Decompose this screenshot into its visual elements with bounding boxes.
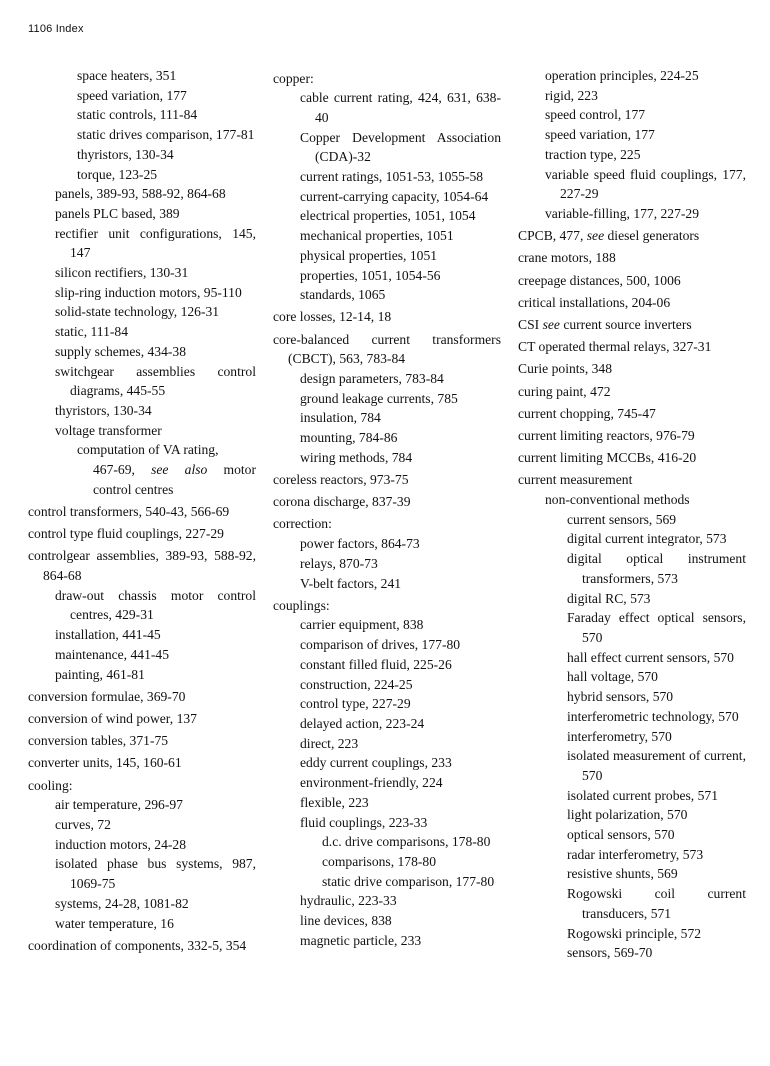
index-subentry: static drives comparison, 177-81 (77, 127, 255, 143)
index-entry: copper: (273, 70, 314, 86)
index-subentry: solid-state technology, 126-31 (55, 304, 220, 320)
index-subentry: delayed action, 223-24 (300, 716, 425, 731)
index-subentry: Faraday effect optical sensors, 570 (567, 610, 746, 645)
page-header (28, 23, 84, 35)
index-subentry: static drive comparison, 177-80 (322, 873, 495, 889)
index-entry: core losses, 12-14, 18 (273, 309, 392, 325)
index-column-3 (518, 66, 746, 963)
index-subentry: radar interferometry, 573 (567, 846, 704, 862)
index-subentry: thyristors, 130-34 (77, 146, 174, 162)
index-entry: cooling: (28, 777, 73, 793)
index-entry: conversion formulae, 369-70 (28, 688, 186, 704)
index-subentry: hall voltage, 570 (567, 669, 658, 685)
index-subentry: operation principles, 224-25 (545, 68, 699, 83)
index-subentry: non-conventional methods (545, 492, 690, 508)
index-subentry: properties, 1051, 1054-56 (300, 267, 441, 283)
index-entry: core-balanced current transformers (CBCT), 563, 783-84 (273, 331, 501, 367)
index-subentry: static controls, 111-84 (77, 107, 198, 123)
index-subentry: standards, 1065 (300, 287, 386, 303)
index-entry: conversion tables, 371-75 (28, 733, 169, 749)
index-entry: corona discharge, 837-39 (273, 494, 411, 510)
index-subentry: mechanical properties, 1051 (300, 228, 454, 244)
index-subentry: mounting, 784-86 (300, 430, 398, 446)
index-entry: creepage distances, 500, 1006 (518, 272, 681, 288)
index-subentry: design parameters, 783-84 (300, 371, 444, 387)
index-entry: current limiting reactors, 976-79 (518, 427, 695, 443)
index-subentry: digital RC, 573 (567, 590, 651, 606)
index-subentry: electrical properties, 1051, 1054 (300, 208, 476, 224)
index-subentry: light polarization, 570 (567, 807, 688, 823)
index-subentry: interferometric technology, 570 (567, 708, 739, 724)
index-subentry: Copper Development Association (CDA)-32 (300, 129, 501, 165)
index-subentry: optical sensors, 570 (567, 827, 675, 843)
index-entry: curing paint, 472 (518, 383, 611, 399)
entry-text: CPCB, 477, (518, 228, 587, 244)
index-subentry: draw-out chassis motor control centres, 429-31 (55, 587, 256, 623)
index-entry: control type fluid couplings, 227-29 (28, 526, 224, 542)
index-subentry: slip-ring induction motors, 95-110 (55, 284, 242, 300)
index-subentry: computation of VA rating, (77, 442, 219, 458)
index-subentry: environment-friendly, 224 (300, 775, 443, 791)
index-entry: correction: (273, 516, 332, 532)
index-subentry: construction, 224-25 (300, 676, 413, 692)
index-subentry: installation, 441-45 (55, 627, 161, 643)
index-subentry: cable current rating, 424, 631, 638-40 (300, 90, 501, 125)
index-subentry: magnetic particle, 233 (300, 932, 422, 948)
index-entry: Curie points, 348 (518, 361, 613, 377)
index-entry (518, 315, 746, 335)
index-subentry: supply schemes, 434-38 (55, 343, 187, 359)
index-subentry (28, 460, 256, 499)
index-entry: current limiting MCCBs, 416-20 (518, 450, 697, 466)
index-subentry: painting, 461-81 (55, 666, 145, 682)
index-subentry: Rogowski coil current transducers, 571 (567, 886, 746, 921)
entry-text: current source inverters (559, 316, 692, 332)
index-subentry: line devices, 838 (300, 913, 392, 929)
index-column-1 (28, 66, 256, 955)
index-subentry: induction motors, 24-28 (55, 836, 187, 852)
index-subentry: digital current integrator, 573 (567, 531, 727, 547)
index-subentry: resistive shunts, 569 (567, 866, 678, 882)
index-entry: current chopping, 745-47 (518, 405, 656, 421)
index-entry: critical installations, 204-06 (518, 294, 671, 310)
index-column-2 (273, 66, 501, 950)
index-subentry: systems, 24-28, 1081-82 (55, 895, 189, 911)
index-subentry: current ratings, 1051-53, 1055-58 (300, 169, 484, 185)
index-subentry: insulation, 784 (300, 410, 381, 426)
index-subentry: space heaters, 351 (77, 68, 177, 83)
index-entry: converter units, 145, 160-61 (28, 755, 182, 771)
entry-text: 467-69, (93, 462, 152, 478)
index-subentry: ground leakage currents, 785 (300, 390, 458, 406)
index-subentry: air temperature, 296-97 (55, 797, 183, 813)
index-entry: crane motors, 188 (518, 250, 616, 266)
index-subentry: isolated current probes, 571 (567, 787, 718, 803)
index-subentry: hall effect current sensors, 570 (567, 649, 734, 665)
index-subentry: panels PLC based, 389 (55, 205, 180, 221)
index-subentry: rectifier unit configurations, 145, 147 (55, 225, 256, 261)
index-entry: controlgear assemblies, 389-93, 588-92, 864-68 (28, 548, 256, 584)
index-subentry: comparison of drives, 177-80 (300, 637, 461, 653)
index-subentry: sensors, 569-70 (567, 945, 653, 961)
index-subentry: current sensors, 569 (567, 511, 677, 527)
index-subentry: hybrid sensors, 570 (567, 689, 674, 705)
index-entry (518, 226, 746, 246)
index-subentry: silicon rectifiers, 130-31 (55, 265, 189, 281)
index-subentry: flexible, 223 (300, 794, 369, 810)
index-subentry: variable-filling, 177, 227-29 (545, 205, 700, 221)
index-subentry: rigid, 223 (545, 87, 598, 103)
index-subentry: torque, 123-25 (77, 166, 158, 182)
index-subentry: variable speed fluid couplings, 177, 227-29 (545, 166, 746, 202)
section-title: Index (55, 23, 84, 35)
index-entry: CT operated thermal relays, 327-31 (518, 339, 712, 355)
index-subentry: relays, 870-73 (300, 555, 378, 571)
index-subentry: voltage transformer (55, 422, 162, 438)
index-subentry: physical properties, 1051 (300, 247, 438, 263)
index-subentry: fluid couplings, 223-33 (300, 814, 428, 830)
index-subentry: carrier equipment, 838 (300, 617, 424, 633)
see-reference: see also (151, 462, 208, 478)
index-entry: conversion of wind power, 137 (28, 711, 197, 726)
index-subentry: maintenance, 441-45 (55, 646, 169, 662)
index-subentry: interferometry, 570 (567, 728, 672, 744)
index-subentry: Rogowski principle, 572 (567, 925, 702, 941)
index-subentry: d.c. drive comparisons, 178-80 (322, 834, 491, 850)
index-subentry: switchgear assemblies control diagrams, 445-55 (55, 363, 256, 399)
index-entry: control transformers, 540-43, 566-69 (28, 503, 230, 519)
index-subentry: power factors, 864-73 (300, 536, 420, 552)
index-subentry: eddy current couplings, 233 (300, 755, 452, 771)
index-subentry: direct, 223 (300, 735, 359, 751)
index-subentry: speed variation, 177 (545, 127, 655, 143)
index-entry: current measurement (518, 472, 633, 488)
entry-text: CSI (518, 316, 543, 332)
entry-text: motor control centres (93, 462, 256, 497)
index-subentry: speed variation, 177 (77, 87, 187, 103)
index-subentry: speed control, 177 (545, 107, 646, 123)
index-entry: couplings: (273, 597, 330, 613)
index-subentry: constant filled fluid, 225-26 (300, 656, 452, 672)
index-subentry: comparisons, 178-80 (322, 853, 437, 869)
see-reference: see (586, 228, 605, 244)
index-subentry: panels, 389-93, 588-92, 864-68 (55, 186, 226, 202)
index-subentry: digital optical instrument transformers, 573 (567, 551, 746, 586)
page-number: 1106 (28, 23, 53, 35)
index-subentry: control type, 227-29 (300, 696, 411, 712)
entry-text: diesel generators (604, 228, 700, 244)
index-subentry: thyristors, 130-34 (55, 402, 152, 418)
index-entry: coreless reactors, 973-75 (273, 472, 409, 488)
index-subentry: water temperature, 16 (55, 915, 174, 931)
index-subentry: isolated measurement of current, 570 (567, 748, 746, 783)
index-subentry: hydraulic, 223-33 (300, 893, 397, 909)
index-subentry: traction type, 225 (545, 146, 641, 162)
index-subentry: isolated phase bus systems, 987, 1069-75 (55, 856, 256, 892)
index-entry: coordination of components, 332-5, 354 (28, 937, 247, 953)
index-subentry: static, 111-84 (55, 324, 128, 340)
index-subentry: curves, 72 (55, 817, 111, 833)
index-subentry: V-belt factors, 241 (300, 575, 402, 591)
see-reference: see (542, 316, 560, 332)
index-subentry: wiring methods, 784 (300, 449, 413, 465)
index-subentry: current-carrying capacity, 1054-64 (300, 188, 489, 204)
